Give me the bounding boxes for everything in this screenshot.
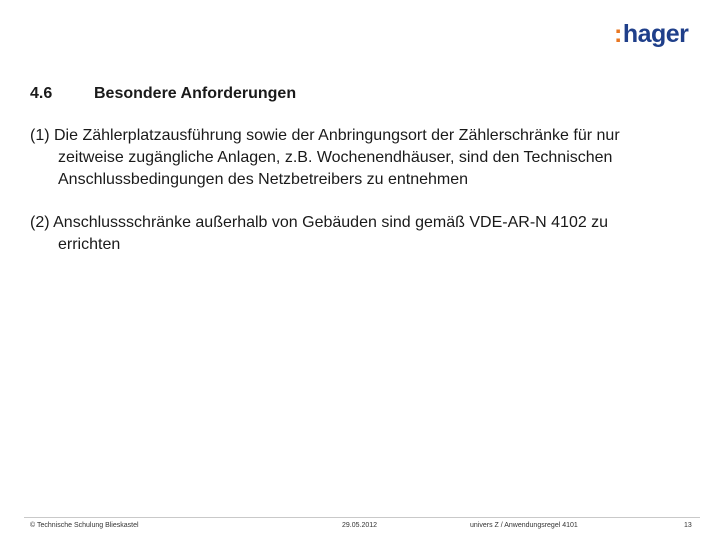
hager-logo [614, 22, 688, 47]
paragraph-1 [30, 125, 700, 191]
footer-reference: univers Z / Anwendungsregel 4101 [470, 522, 578, 529]
logo-colon: : [614, 20, 622, 48]
paragraph-1-line-1: (1) Die Zählerplatzausführung sowie der Anbringungsort der Zählerschränke für nur [30, 127, 620, 144]
page-number: 13 [684, 522, 692, 529]
paragraph-1-line-2: zeitweise zugängliche Anlagen, z.B. Wochenendhäuser, sind den Technischen [58, 149, 613, 166]
footer-divider [24, 517, 700, 518]
section-number: 4.6 [30, 85, 53, 102]
paragraph-1-line-3: Anschlussbedingungen des Netzbetreibers zu entnehmen [58, 171, 469, 188]
paragraph-2-line-2: errichten [58, 236, 121, 253]
section-title: Besondere Anforderungen [94, 85, 297, 102]
footer-copyright: © Technische Schulung Blieskastel [30, 522, 139, 529]
footer-date: 29.05.2012 [342, 522, 378, 529]
paragraph-2 [30, 212, 700, 256]
logo-word: hager [622, 20, 689, 48]
paragraph-2-line-1: (2) Anschlussschränke außerhalb von Gebäuden sind gemäß VDE-AR-N 4102 zu [30, 214, 609, 231]
